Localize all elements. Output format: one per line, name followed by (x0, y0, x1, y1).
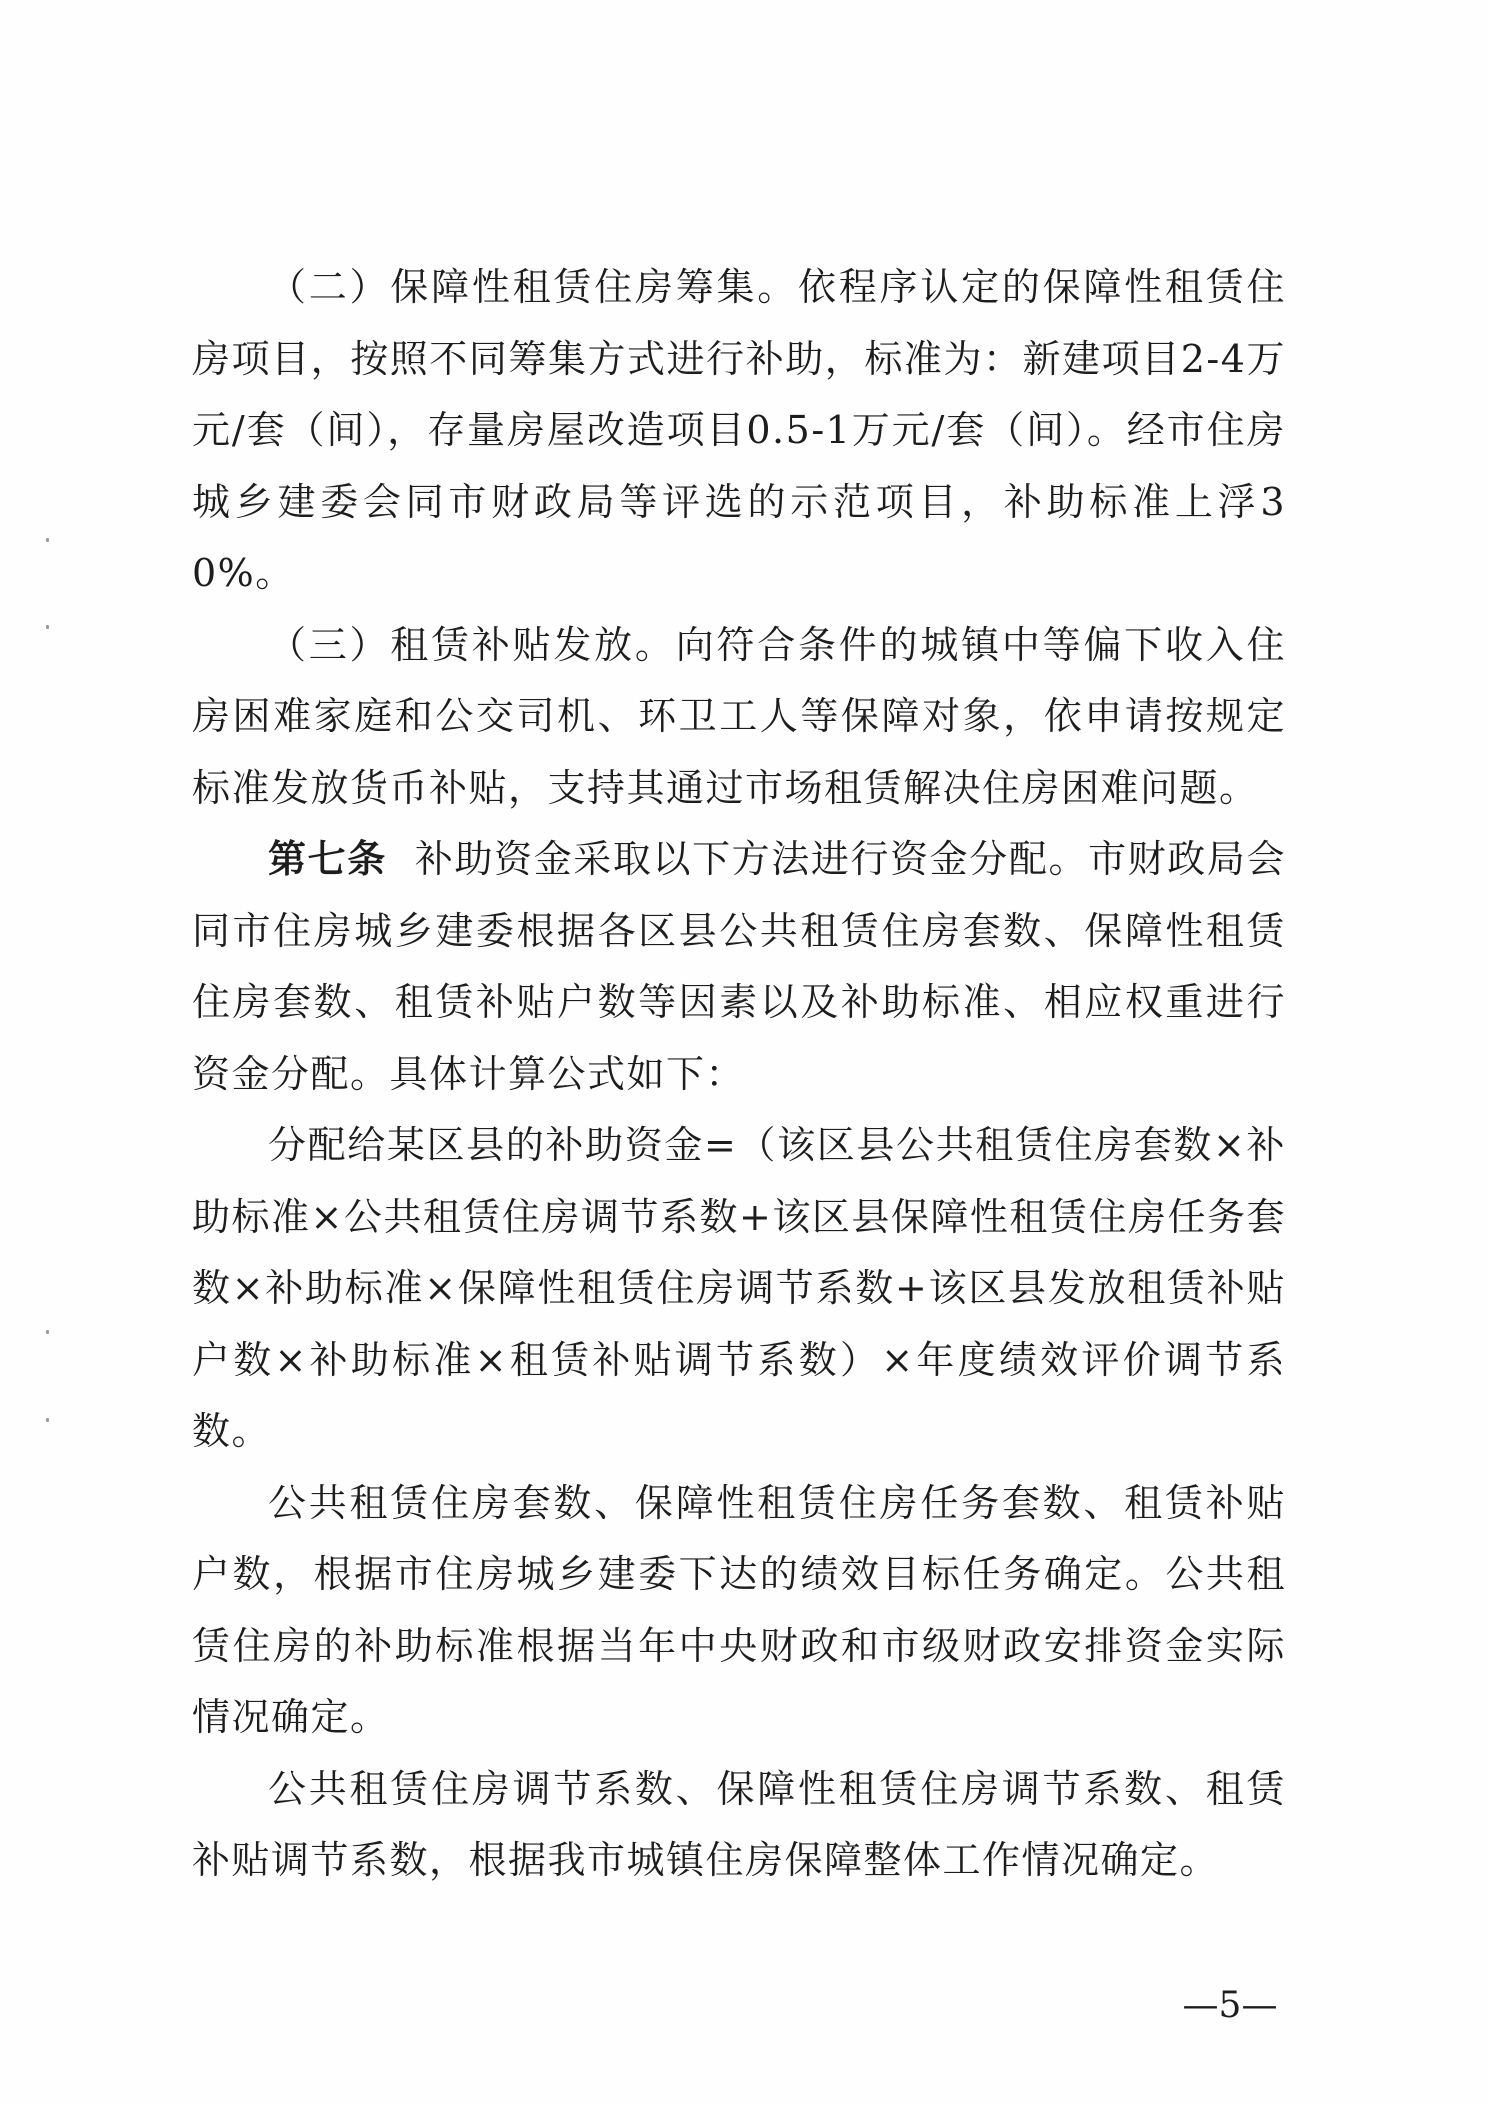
paragraph-text: 分配给某区县的补助资金=（该区县公共租赁住房套数×补助标准×公共租赁住房调节系数+该区县保障性租赁住房任务套数×补助标准×保障性租赁住房调节系数+该区县发放租赁补贴户数×补助标准×租赁补贴调节系数）×年度绩效评价调节系数。 (192, 1123, 1286, 1453)
paragraph-rental-housing-raising (192, 252, 1286, 610)
paragraph-text: （三）租赁补贴发放。向符合条件的城镇中等偏下收入住房困难家庭和公交司机、环卫工人等保障对象，依申请按规定标准发放货币补贴，支持其通过市场租赁解决住房困难问题。 (192, 622, 1286, 810)
paragraph-formula (192, 1110, 1286, 1468)
document-body (192, 252, 1286, 1897)
paragraph-text: 公共租赁住房调节系数、保障性租赁住房调节系数、租赁补贴调节系数，根据我市城镇住房保障整体工作情况确定。 (192, 1766, 1286, 1882)
scan-speck (46, 1418, 49, 1422)
scan-speck (46, 538, 49, 542)
article-heading: 第七条 (268, 837, 387, 881)
scan-speck (46, 1330, 49, 1334)
paragraph-text: （二）保障性租赁住房筹集。依程序认定的保障性租赁住房项目，按照不同筹集方式进行补助，标准为：新建项目2-4万元/套（间），存量房屋改造项目0.5-1万元/套（间）。经市住房城乡建委会同市财政局等评选的示范项目，补助标准上浮30%。 (192, 265, 1286, 595)
paragraph-counts-basis (192, 1468, 1286, 1754)
page-number: —5— (1182, 1985, 1278, 2026)
paragraph-text: 补助资金采取以下方法进行资金分配。市财政局会同市住房城乡建委根据各区县公共租赁住房套数、保障性租赁住房套数、租赁补贴户数等因素以及补助标准、相应权重进行资金分配。具体计算公式如下： (192, 837, 1286, 1096)
paragraph-text: 公共租赁住房套数、保障性租赁住房任务套数、租赁补贴户数，根据市住房城乡建委下达的绩效目标任务确定。公共租赁住房的补助标准根据当年中央财政和市级财政安排资金实际情况确定。 (192, 1480, 1286, 1739)
paragraph-article-seven (192, 824, 1286, 1110)
scan-speck (46, 625, 49, 629)
paragraph-rental-subsidy (192, 610, 1286, 825)
paragraph-adjustment-coefficients (192, 1754, 1286, 1897)
